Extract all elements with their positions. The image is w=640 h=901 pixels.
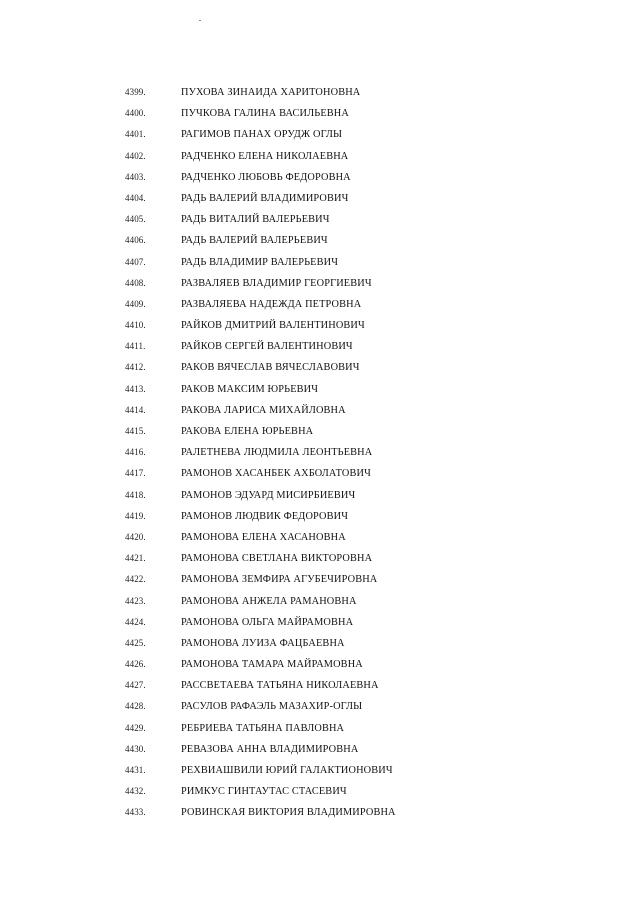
entry-number: 4416. bbox=[125, 447, 146, 458]
list-item bbox=[0, 294, 640, 315]
list-item bbox=[0, 718, 640, 739]
entry-name: РАМОНОВА ЕЛЕНА ХАСАНОВНА bbox=[181, 531, 346, 543]
entry-number: 4432. bbox=[125, 786, 146, 797]
entry-number: 4428. bbox=[125, 701, 146, 712]
entry-number: 4410. bbox=[125, 320, 146, 331]
entry-name: ПУЧКОВА ГАЛИНА ВАСИЛЬЕВНА bbox=[181, 108, 349, 120]
entry-number: 4425. bbox=[125, 637, 146, 648]
entry-name: РЕБРИЕВА ТАТЬЯНА ПАВЛОВНА bbox=[181, 722, 345, 734]
entry-number: 4418. bbox=[125, 489, 146, 500]
entry-name: РАЙКОВ СЕРГЕЙ ВАЛЕНТИНОВИЧ bbox=[181, 341, 353, 353]
list-item bbox=[0, 802, 640, 823]
list-item bbox=[0, 421, 640, 442]
entry-number: 4422. bbox=[125, 574, 146, 585]
entry-number: 4421. bbox=[125, 553, 146, 564]
entry-name: РАССВЕТАЕВА ТАТЬЯНА НИКОЛАЕВНА bbox=[181, 680, 379, 692]
entry-name: РАКОВ МАКСИМ ЮРЬЕВИЧ bbox=[181, 383, 319, 395]
entry-name: РАМОНОВА СВЕТЛАНА ВИКТОРОВНА bbox=[181, 553, 373, 565]
entry-number: 4409. bbox=[125, 298, 146, 309]
entry-number: 4426. bbox=[125, 659, 146, 670]
list-item bbox=[0, 760, 640, 781]
list-item bbox=[0, 273, 640, 294]
entry-name: РАМОНОВ ЭДУАРД МИСИРБИЕВИЧ bbox=[181, 489, 356, 501]
list-item bbox=[0, 82, 640, 103]
entry-number: 4404. bbox=[125, 192, 146, 203]
entry-name: РАКОВ ВЯЧЕСЛАВ ВЯЧЕСЛАВОВИЧ bbox=[181, 362, 360, 374]
list-item bbox=[0, 252, 640, 273]
entry-number: 4402. bbox=[125, 150, 146, 161]
entry-number: 4413. bbox=[125, 383, 146, 394]
entry-number: 4405. bbox=[125, 214, 146, 225]
entry-name: РАМОНОВА АНЖЕЛА РАМАНОВНА bbox=[181, 595, 357, 607]
entry-name: РАМОНОВ ХАСАНБЕК АХБОЛАТОВИЧ bbox=[181, 468, 371, 480]
entry-name: РАЙКОВ ДМИТРИЙ ВАЛЕНТИНОВИЧ bbox=[181, 320, 365, 332]
entry-name: РАДЬ ВАЛЕРИЙ ВЛАДИМИРОВИЧ bbox=[181, 192, 349, 204]
list-item bbox=[0, 739, 640, 760]
entry-name: РАДЧЕНКО ЛЮБОВЬ ФЕДОРОВНА bbox=[181, 171, 351, 183]
entry-number: 4400. bbox=[125, 108, 146, 119]
entry-number: 4407. bbox=[125, 256, 146, 267]
entry-name: ПУХОВА ЗИНАИДА ХАРИТОНОВНА bbox=[181, 87, 361, 98]
entry-name: РАКОВА ЛАРИСА МИХАЙЛОВНА bbox=[181, 404, 346, 416]
list-item bbox=[0, 675, 640, 696]
entry-name: РАМОНОВА ТАМАРА МАЙРАМОВНА bbox=[181, 659, 363, 671]
list-item bbox=[0, 442, 640, 463]
entry-name: РАЗВАЛЯЕВ ВЛАДИМИР ГЕОРГИЕВИЧ bbox=[181, 277, 372, 289]
list-item bbox=[0, 336, 640, 357]
entry-name: РИМКУС ГИНТАУТАС СТАСЕВИЧ bbox=[181, 786, 347, 798]
list-item bbox=[0, 124, 640, 145]
list-item bbox=[0, 696, 640, 717]
entry-name: РАДЬ ВИТАЛИЙ ВАЛЕРЬЕВИЧ bbox=[181, 214, 330, 226]
list-item bbox=[0, 591, 640, 612]
entry-number: 4399. bbox=[125, 87, 146, 97]
list-item bbox=[0, 315, 640, 336]
entry-name: РАДЬ ВАЛЕРИЙ ВАЛЕРЬЕВИЧ bbox=[181, 235, 328, 247]
entry-number: 4420. bbox=[125, 531, 146, 542]
list-item bbox=[0, 188, 640, 209]
list-item bbox=[0, 548, 640, 569]
entry-number: 4403. bbox=[125, 171, 146, 182]
entry-number: 4424. bbox=[125, 616, 146, 627]
entry-name: РАМОНОВА ЗЕМФИРА АГУБЕЧИРОВНА bbox=[181, 574, 378, 586]
list-item bbox=[0, 167, 640, 188]
entry-number: 4414. bbox=[125, 404, 146, 415]
list-item bbox=[0, 633, 640, 654]
list-item bbox=[0, 379, 640, 400]
entry-number: 4423. bbox=[125, 595, 146, 606]
entry-number: 4430. bbox=[125, 743, 146, 754]
entry-number: 4411. bbox=[125, 341, 146, 352]
entry-name: РЕХВИАШВИЛИ ЮРИЙ ГАЛАКТИОНОВИЧ bbox=[181, 765, 393, 776]
entry-number: 4429. bbox=[125, 722, 146, 733]
entry-name: РЕВАЗОВА АННА ВЛАДИМИРОВНА bbox=[181, 743, 359, 755]
entry-number: 4417. bbox=[125, 468, 146, 479]
entry-number: 4415. bbox=[125, 426, 146, 436]
entry-name: РАЗВАЛЯЕВА НАДЕЖДА ПЕТРОВНА bbox=[181, 298, 362, 310]
entry-number: 4406. bbox=[125, 235, 146, 246]
entry-name: РАЛЕТНЕВА ЛЮДМИЛА ЛЕОНТЬЕВНА bbox=[181, 447, 373, 459]
entry-number: 4431. bbox=[125, 765, 146, 775]
entry-name: РОВИНСКАЯ ВИКТОРИЯ ВЛАДИМИРОВНА bbox=[181, 807, 396, 819]
entry-name: РАГИМОВ ПАНАХ ОРУДЖ ОГЛЫ bbox=[181, 129, 343, 141]
list-item bbox=[0, 463, 640, 484]
list-item bbox=[0, 612, 640, 633]
list-item bbox=[0, 569, 640, 590]
name-list bbox=[0, 82, 640, 824]
list-item bbox=[0, 357, 640, 378]
list-item bbox=[0, 146, 640, 167]
list-item bbox=[0, 485, 640, 506]
entry-number: 4412. bbox=[125, 362, 146, 373]
entry-name: РАДЧЕНКО ЕЛЕНА НИКОЛАЕВНА bbox=[181, 150, 349, 162]
entry-number: 4433. bbox=[125, 807, 146, 818]
list-item bbox=[0, 654, 640, 675]
scan-speck bbox=[199, 20, 201, 21]
list-item bbox=[0, 400, 640, 421]
entry-number: 4408. bbox=[125, 277, 146, 288]
list-item bbox=[0, 103, 640, 124]
entry-name: РАМОНОВ ЛЮДВИК ФЕДОРОВИЧ bbox=[181, 510, 349, 522]
entry-name: РАМОНОВА ОЛЬГА МАЙРАМОВНА bbox=[181, 616, 354, 628]
list-item bbox=[0, 781, 640, 802]
entry-name: РАМОНОВА ЛУИЗА ФАЦБАЕВНА bbox=[181, 637, 345, 649]
entry-number: 4427. bbox=[125, 680, 146, 691]
list-item bbox=[0, 527, 640, 548]
entry-number: 4401. bbox=[125, 129, 146, 140]
entry-name: РАКОВА ЕЛЕНА ЮРЬЕВНА bbox=[181, 426, 314, 437]
list-item bbox=[0, 209, 640, 230]
list-item bbox=[0, 230, 640, 251]
entry-number: 4419. bbox=[125, 510, 146, 521]
list-item bbox=[0, 506, 640, 527]
entry-name: РАДЬ ВЛАДИМИР ВАЛЕРЬЕВИЧ bbox=[181, 256, 339, 268]
entry-name: РАСУЛОВ РАФАЭЛЬ МАЗАХИР-ОГЛЫ bbox=[181, 701, 363, 713]
